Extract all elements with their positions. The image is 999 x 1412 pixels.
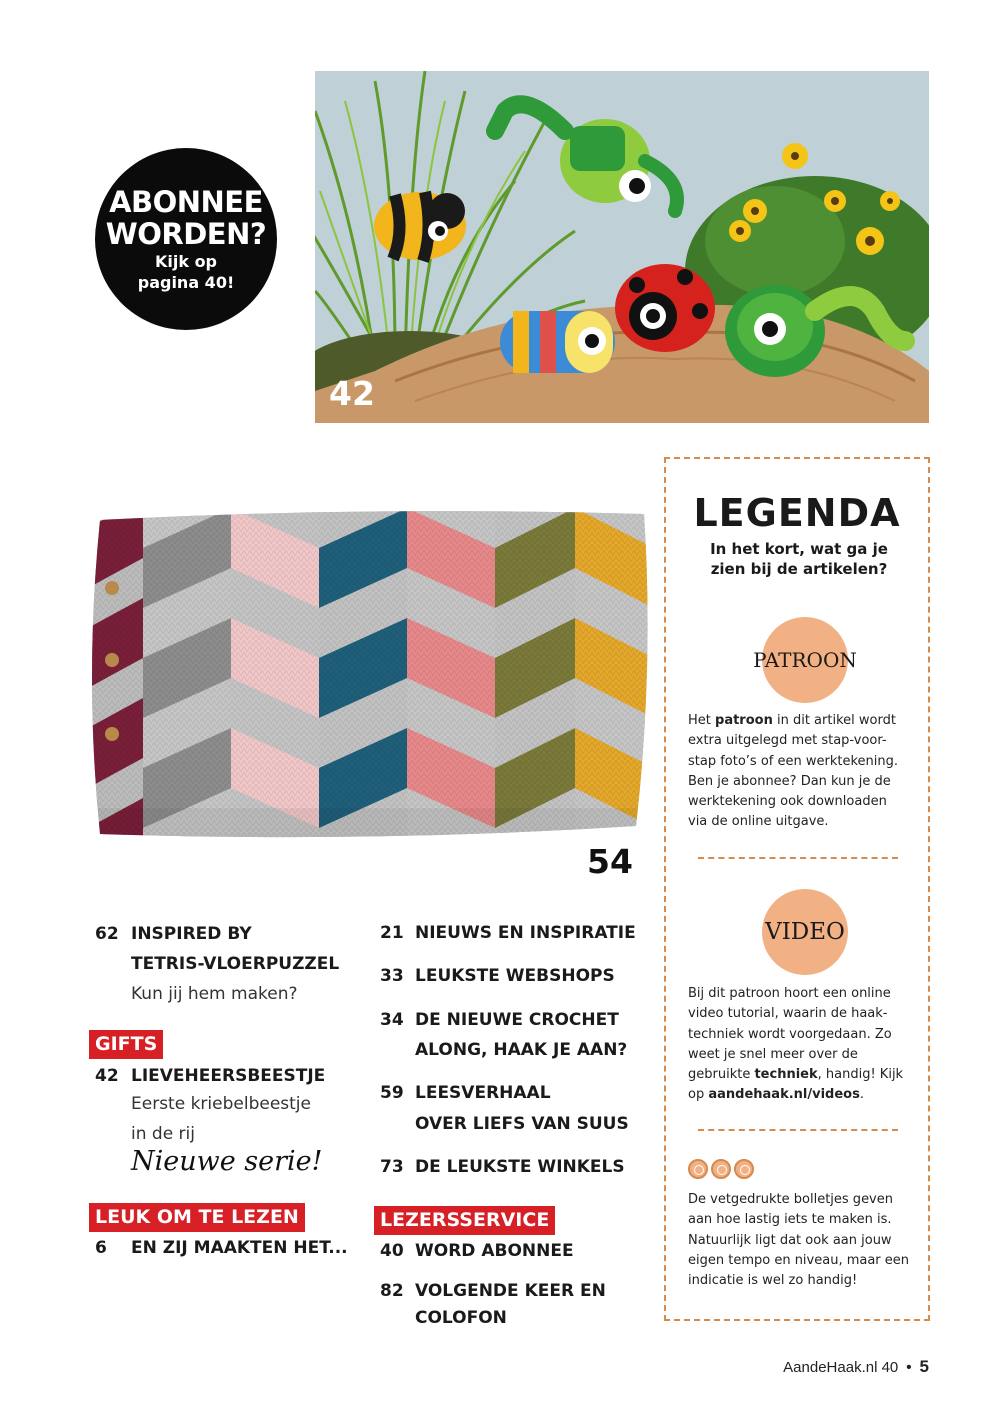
toc-title: DE NIEUWE CROCHET xyxy=(415,1010,619,1030)
toc-page-number: 59 xyxy=(380,1083,404,1103)
page-reference: 54 xyxy=(587,842,633,881)
toc-page-number: 82 xyxy=(380,1281,404,1301)
page-footer xyxy=(783,1357,929,1377)
toc-title: NIEUWS EN INSPIRATIE xyxy=(415,923,636,943)
category-label-gifts: GIFTS xyxy=(89,1030,163,1059)
toc-title: LEESVERHAAL xyxy=(415,1083,551,1103)
toc-title: LEUKSTE WEBSHOPS xyxy=(415,966,615,986)
toc-title: COLOFON xyxy=(415,1308,507,1328)
toc-subtitle: Eerste kriebelbeestje xyxy=(131,1094,311,1114)
magazine-name: AandeHaak.nl 40 xyxy=(783,1359,899,1376)
toc-page-number: 6 xyxy=(95,1238,107,1258)
subscribe-line3: Kijk op xyxy=(154,252,218,271)
bugs-photo[interactable] xyxy=(315,71,929,423)
subscribe-badge[interactable] xyxy=(95,148,277,330)
page-reference: 42 xyxy=(329,374,375,413)
toc-page-number: 34 xyxy=(380,1010,404,1030)
toc-page-number: 42 xyxy=(95,1066,119,1086)
toc-title: ALONG, HAAK JE AAN? xyxy=(415,1040,628,1060)
bugs-illustration xyxy=(315,71,929,423)
toc-subtitle: Kun jij hem maken? xyxy=(131,984,298,1004)
video-description: Bij dit patroon hoort een online video tutorial, waarin de haak-techniek wordt voorgedaan. Zo weet je snel meer over de gebruikte techniek, handig! Kijk op aandehaak.nl/videos. xyxy=(688,986,904,1103)
category-label-lezersservice: LEZERSSERVICE xyxy=(374,1206,555,1235)
difficulty-dot-icon xyxy=(711,1159,731,1179)
difficulty-description: De vetgedrukte bolletjes geven aan hoe lastig iets te maken is. Natuurlijk ligt dat ook aan jouw eigen tempo en niveau, maar een indicatie is wel zo handig! xyxy=(688,1192,910,1289)
legend-title: LEGENDA xyxy=(693,491,901,535)
toc-title: WORD ABONNEE xyxy=(415,1241,574,1261)
video-label: VIDEO xyxy=(765,919,845,945)
legend-box xyxy=(664,457,930,1321)
toc-page-number: 73 xyxy=(380,1157,404,1177)
subscribe-line1: ABONNEE xyxy=(109,185,263,219)
patroon-description: Het patroon in dit artikel wordt extra uitgelegd met stap-voor-stap foto’s of een werktekening. Ben je abonnee? Dan kun je de werktekening ook downloaden via de online uitgave. xyxy=(688,713,899,830)
toc-title: OVER LIEFS VAN SUUS xyxy=(415,1114,629,1134)
pillow-photo[interactable] xyxy=(88,508,654,838)
footer-separator: • xyxy=(906,1359,912,1376)
difficulty-dot-icon xyxy=(688,1159,708,1179)
toc-page-number: 62 xyxy=(95,924,119,944)
legend-subtitle: In het kort, wat ga je zien bij de artikelen? xyxy=(710,540,888,578)
toc-title: VOLGENDE KEER EN xyxy=(415,1281,606,1301)
toc-page-number: 33 xyxy=(380,966,404,986)
legend-divider xyxy=(698,857,898,859)
legend-divider xyxy=(698,1129,898,1131)
subscribe-line2: WORDEN? xyxy=(105,217,267,251)
toc-title: LIEVEHEERSBEESTJE xyxy=(131,1066,326,1086)
toc-title: EN ZIJ MAAKTEN HET... xyxy=(131,1238,348,1258)
patroon-badge xyxy=(753,617,857,703)
toc-title: DE LEUKSTE WINKELS xyxy=(415,1157,625,1177)
toc-title: INSPIRED BY xyxy=(131,924,252,944)
toc-title: TETRIS-VLOERPUZZEL xyxy=(131,954,340,974)
subscribe-line4: pagina 40! xyxy=(137,273,235,292)
toc-page-number: 40 xyxy=(380,1241,404,1261)
category-label-leuk-om-te-lezen: LEUK OM TE LEZEN xyxy=(89,1203,305,1232)
pillow-illustration xyxy=(88,508,654,838)
difficulty-dots-icon xyxy=(688,1159,754,1179)
videos-link[interactable]: aandehaak.nl/videos xyxy=(708,1087,860,1103)
video-badge xyxy=(762,889,848,975)
difficulty-dot-icon xyxy=(734,1159,754,1179)
new-series-script: Nieuwe serie! xyxy=(131,1146,323,1177)
toc-subtitle: in de rij xyxy=(131,1124,195,1144)
patroon-label: PATROON xyxy=(753,648,857,672)
toc-page-number: 21 xyxy=(380,923,404,943)
page-number: 5 xyxy=(919,1357,929,1376)
